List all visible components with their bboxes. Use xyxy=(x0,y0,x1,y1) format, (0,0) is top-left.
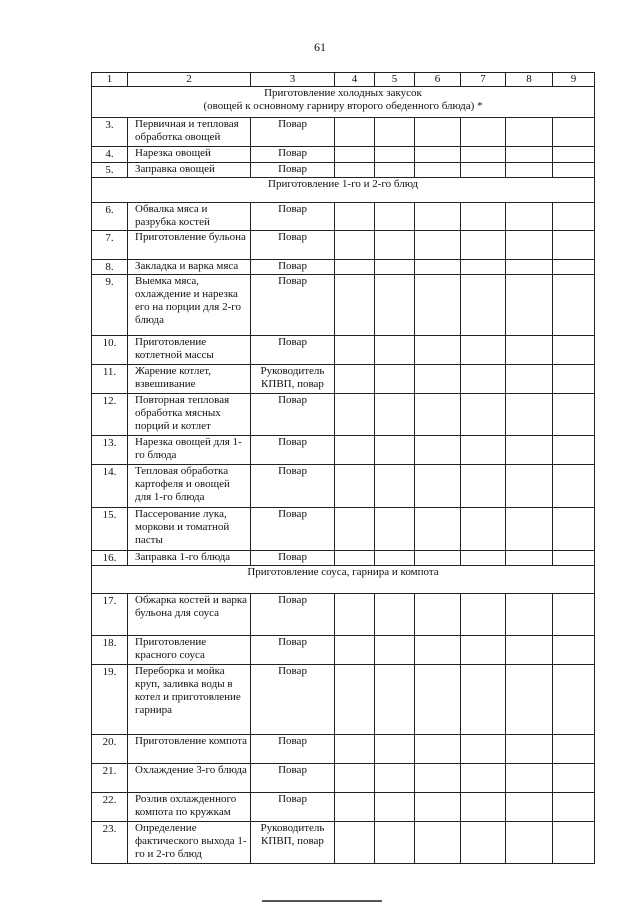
empty-cell-col-4 xyxy=(335,394,375,436)
table-row xyxy=(92,764,595,793)
empty-cell-col-5 xyxy=(375,163,415,178)
empty-cell-col-6 xyxy=(415,231,461,260)
empty-cell-col-6 xyxy=(415,203,461,231)
empty-cell-col-9 xyxy=(553,275,595,336)
empty-cell-col-5 xyxy=(375,822,415,864)
empty-cell-col-8 xyxy=(506,203,553,231)
empty-cell-col-5 xyxy=(375,203,415,231)
empty-cell-col-8 xyxy=(506,636,553,665)
empty-cell-col-9 xyxy=(553,203,595,231)
empty-cell-col-9 xyxy=(553,336,595,365)
performer: Повар xyxy=(251,231,335,260)
empty-cell-col-6 xyxy=(415,636,461,665)
empty-cell-col-8 xyxy=(506,508,553,551)
performer: Повар xyxy=(251,436,335,465)
empty-cell-col-8 xyxy=(506,365,553,394)
empty-cell-col-5 xyxy=(375,665,415,735)
empty-cell-col-6 xyxy=(415,822,461,864)
row-number: 20. xyxy=(92,735,128,764)
table-row xyxy=(92,163,595,178)
operation-name: Охлаждение 3-го блюда xyxy=(128,764,251,793)
table-row xyxy=(92,793,595,822)
operation-name: Приготовление котлетной массы xyxy=(128,336,251,365)
empty-cell-col-8 xyxy=(506,764,553,793)
empty-cell-col-5 xyxy=(375,551,415,566)
row-number: 22. xyxy=(92,793,128,822)
column-header: 5 xyxy=(375,73,415,87)
operation-name: Розлив охлажденного компота по кружкам xyxy=(128,793,251,822)
table-row xyxy=(92,594,595,636)
empty-cell-col-5 xyxy=(375,594,415,636)
empty-cell-col-8 xyxy=(506,465,553,508)
table-row xyxy=(92,118,595,147)
operation-name: Выемка мяса, охлаждение и нарезка его на порции для 2-го блюда xyxy=(128,275,251,336)
empty-cell-col-7 xyxy=(461,551,506,566)
empty-cell-col-7 xyxy=(461,147,506,163)
scan-edge-mark xyxy=(262,900,382,902)
empty-cell-col-9 xyxy=(553,508,595,551)
empty-cell-col-4 xyxy=(335,147,375,163)
empty-cell-col-7 xyxy=(461,508,506,551)
empty-cell-col-7 xyxy=(461,118,506,147)
empty-cell-col-4 xyxy=(335,163,375,178)
empty-cell-col-5 xyxy=(375,394,415,436)
row-number: 10. xyxy=(92,336,128,365)
empty-cell-col-8 xyxy=(506,118,553,147)
table-row xyxy=(92,636,595,665)
empty-cell-col-7 xyxy=(461,394,506,436)
operation-name: Жарение котлет, взвешивание xyxy=(128,365,251,394)
empty-cell-col-7 xyxy=(461,764,506,793)
performer: Повар xyxy=(251,465,335,508)
empty-cell-col-4 xyxy=(335,822,375,864)
empty-cell-col-4 xyxy=(335,275,375,336)
table-row xyxy=(92,551,595,566)
empty-cell-col-6 xyxy=(415,594,461,636)
row-number: 4. xyxy=(92,147,128,163)
empty-cell-col-5 xyxy=(375,365,415,394)
empty-cell-col-9 xyxy=(553,551,595,566)
operation-name: Приготовление бульона xyxy=(128,231,251,260)
row-number: 9. xyxy=(92,275,128,336)
empty-cell-col-9 xyxy=(553,665,595,735)
operation-name: Приготовление компота xyxy=(128,735,251,764)
performer: Повар xyxy=(251,163,335,178)
empty-cell-col-6 xyxy=(415,163,461,178)
empty-cell-col-7 xyxy=(461,336,506,365)
row-number: 16. xyxy=(92,551,128,566)
empty-cell-col-4 xyxy=(335,735,375,764)
empty-cell-col-5 xyxy=(375,336,415,365)
table-row xyxy=(92,436,595,465)
table-row xyxy=(92,336,595,365)
empty-cell-col-5 xyxy=(375,275,415,336)
empty-cell-col-8 xyxy=(506,147,553,163)
operation-name: Определение фактического выхода 1-го и 2-го блюд xyxy=(128,822,251,864)
empty-cell-col-6 xyxy=(415,365,461,394)
table-row xyxy=(92,735,595,764)
operation-name: Тепловая обработка картофеля и овощей для 1-го блюда xyxy=(128,465,251,508)
section-row xyxy=(92,178,595,203)
empty-cell-col-9 xyxy=(553,594,595,636)
empty-cell-col-9 xyxy=(553,394,595,436)
empty-cell-col-4 xyxy=(335,260,375,275)
section-row xyxy=(92,87,595,118)
operation-name: Заправка 1-го блюда xyxy=(128,551,251,566)
empty-cell-col-8 xyxy=(506,163,553,178)
performer: Руководитель КПВП, повар xyxy=(251,822,335,864)
row-number: 7. xyxy=(92,231,128,260)
empty-cell-col-7 xyxy=(461,365,506,394)
table-row xyxy=(92,822,595,864)
row-number: 8. xyxy=(92,260,128,275)
operation-name: Заправка овощей xyxy=(128,163,251,178)
row-number: 15. xyxy=(92,508,128,551)
section-title-line: Приготовление холодных закусок xyxy=(264,87,422,99)
row-number: 12. xyxy=(92,394,128,436)
empty-cell-col-5 xyxy=(375,735,415,764)
row-number: 6. xyxy=(92,203,128,231)
operation-name: Первичная и тепловая обработка овощей xyxy=(128,118,251,147)
empty-cell-col-6 xyxy=(415,118,461,147)
empty-cell-col-9 xyxy=(553,163,595,178)
empty-cell-col-7 xyxy=(461,594,506,636)
performer: Повар xyxy=(251,508,335,551)
performer: Повар xyxy=(251,260,335,275)
empty-cell-col-7 xyxy=(461,436,506,465)
section-title xyxy=(92,566,595,594)
empty-cell-col-8 xyxy=(506,822,553,864)
empty-cell-col-6 xyxy=(415,436,461,465)
empty-cell-col-8 xyxy=(506,665,553,735)
column-header: 1 xyxy=(92,73,128,87)
performer: Повар xyxy=(251,764,335,793)
column-header: 6 xyxy=(415,73,461,87)
empty-cell-col-7 xyxy=(461,231,506,260)
empty-cell-col-8 xyxy=(506,275,553,336)
performer: Повар xyxy=(251,793,335,822)
empty-cell-col-6 xyxy=(415,665,461,735)
performer: Повар xyxy=(251,551,335,566)
empty-cell-col-4 xyxy=(335,465,375,508)
empty-cell-col-9 xyxy=(553,764,595,793)
empty-cell-col-6 xyxy=(415,764,461,793)
empty-cell-col-4 xyxy=(335,231,375,260)
column-header: 9 xyxy=(553,73,595,87)
empty-cell-col-4 xyxy=(335,203,375,231)
empty-cell-col-9 xyxy=(553,260,595,275)
performer: Руководитель КПВП, повар xyxy=(251,365,335,394)
column-header: 4 xyxy=(335,73,375,87)
empty-cell-col-5 xyxy=(375,764,415,793)
empty-cell-col-9 xyxy=(553,231,595,260)
performer: Повар xyxy=(251,636,335,665)
section-title-line: Приготовление соуса, гарнира и компота xyxy=(247,566,439,578)
empty-cell-col-5 xyxy=(375,793,415,822)
empty-cell-col-4 xyxy=(335,118,375,147)
empty-cell-col-8 xyxy=(506,336,553,365)
column-header: 8 xyxy=(506,73,553,87)
empty-cell-col-6 xyxy=(415,275,461,336)
empty-cell-col-7 xyxy=(461,636,506,665)
empty-cell-col-5 xyxy=(375,436,415,465)
empty-cell-col-8 xyxy=(506,436,553,465)
empty-cell-col-7 xyxy=(461,665,506,735)
operation-name: Нарезка овощей для 1-го блюда xyxy=(128,436,251,465)
operation-name: Приготовление красного соуса xyxy=(128,636,251,665)
empty-cell-col-4 xyxy=(335,436,375,465)
performer: Повар xyxy=(251,336,335,365)
empty-cell-col-8 xyxy=(506,735,553,764)
column-header: 7 xyxy=(461,73,506,87)
row-number: 19. xyxy=(92,665,128,735)
table-row xyxy=(92,203,595,231)
row-number: 11. xyxy=(92,365,128,394)
empty-cell-col-6 xyxy=(415,260,461,275)
empty-cell-col-6 xyxy=(415,508,461,551)
empty-cell-col-4 xyxy=(335,594,375,636)
header-row xyxy=(92,73,595,87)
empty-cell-col-8 xyxy=(506,793,553,822)
performer: Повар xyxy=(251,147,335,163)
empty-cell-col-9 xyxy=(553,793,595,822)
empty-cell-col-5 xyxy=(375,260,415,275)
operation-name: Нарезка овощей xyxy=(128,147,251,163)
empty-cell-col-6 xyxy=(415,551,461,566)
empty-cell-col-7 xyxy=(461,275,506,336)
empty-cell-col-7 xyxy=(461,793,506,822)
performer: Повар xyxy=(251,118,335,147)
table-row xyxy=(92,394,595,436)
empty-cell-col-6 xyxy=(415,465,461,508)
empty-cell-col-7 xyxy=(461,203,506,231)
row-number: 14. xyxy=(92,465,128,508)
operation-name: Обвалка мяса и разрубка костей xyxy=(128,203,251,231)
empty-cell-col-9 xyxy=(553,365,595,394)
row-number: 21. xyxy=(92,764,128,793)
empty-cell-col-8 xyxy=(506,551,553,566)
row-number: 23. xyxy=(92,822,128,864)
column-header: 2 xyxy=(128,73,251,87)
empty-cell-col-5 xyxy=(375,231,415,260)
empty-cell-col-9 xyxy=(553,436,595,465)
empty-cell-col-9 xyxy=(553,147,595,163)
section-title-line: (овощей к основному гарниру второго обеденного блюда) * xyxy=(203,100,483,112)
operation-name: Переборка и мойка круп, заливка воды в котел и приготовление гарнира xyxy=(128,665,251,735)
empty-cell-col-8 xyxy=(506,594,553,636)
empty-cell-col-6 xyxy=(415,394,461,436)
empty-cell-col-7 xyxy=(461,822,506,864)
row-number: 17. xyxy=(92,594,128,636)
empty-cell-col-6 xyxy=(415,793,461,822)
table-row xyxy=(92,231,595,260)
empty-cell-col-4 xyxy=(335,764,375,793)
table-row xyxy=(92,465,595,508)
table-body xyxy=(92,73,595,864)
table-row xyxy=(92,147,595,163)
empty-cell-col-8 xyxy=(506,394,553,436)
empty-cell-col-4 xyxy=(335,508,375,551)
empty-cell-col-7 xyxy=(461,465,506,508)
empty-cell-col-9 xyxy=(553,636,595,665)
empty-cell-col-9 xyxy=(553,465,595,508)
empty-cell-col-4 xyxy=(335,793,375,822)
empty-cell-col-6 xyxy=(415,336,461,365)
operation-name: Повторная тепловая обработка мясных порций и котлет xyxy=(128,394,251,436)
empty-cell-col-9 xyxy=(553,118,595,147)
empty-cell-col-4 xyxy=(335,336,375,365)
row-number: 3. xyxy=(92,118,128,147)
table-row xyxy=(92,365,595,394)
empty-cell-col-8 xyxy=(506,260,553,275)
performer: Повар xyxy=(251,203,335,231)
empty-cell-col-4 xyxy=(335,365,375,394)
performer: Повар xyxy=(251,735,335,764)
row-number: 18. xyxy=(92,636,128,665)
row-number: 13. xyxy=(92,436,128,465)
empty-cell-col-7 xyxy=(461,260,506,275)
empty-cell-col-5 xyxy=(375,118,415,147)
table-row xyxy=(92,260,595,275)
column-header: 3 xyxy=(251,73,335,87)
empty-cell-col-7 xyxy=(461,735,506,764)
section-title xyxy=(92,178,595,203)
performer: Повар xyxy=(251,394,335,436)
section-title xyxy=(92,87,595,118)
empty-cell-col-7 xyxy=(461,163,506,178)
performer: Повар xyxy=(251,594,335,636)
empty-cell-col-8 xyxy=(506,231,553,260)
row-number: 5. xyxy=(92,163,128,178)
empty-cell-col-6 xyxy=(415,735,461,764)
page-number: 61 xyxy=(314,40,326,54)
table-row xyxy=(92,508,595,551)
operation-name: Пассерование лука, моркови и томатной пасты xyxy=(128,508,251,551)
empty-cell-col-5 xyxy=(375,147,415,163)
operation-name: Обжарка костей и варка бульона для соуса xyxy=(128,594,251,636)
operation-name: Закладка и варка мяса xyxy=(128,260,251,275)
empty-cell-col-5 xyxy=(375,636,415,665)
table-row xyxy=(92,275,595,336)
empty-cell-col-6 xyxy=(415,147,461,163)
table-row xyxy=(92,665,595,735)
empty-cell-col-5 xyxy=(375,465,415,508)
empty-cell-col-5 xyxy=(375,508,415,551)
performer: Повар xyxy=(251,275,335,336)
performer: Повар xyxy=(251,665,335,735)
empty-cell-col-4 xyxy=(335,551,375,566)
section-title-line: Приготовление 1-го и 2-го блюд xyxy=(268,178,418,190)
schedule-table xyxy=(91,72,595,864)
section-row xyxy=(92,566,595,594)
empty-cell-col-9 xyxy=(553,822,595,864)
empty-cell-col-9 xyxy=(553,735,595,764)
empty-cell-col-4 xyxy=(335,636,375,665)
empty-cell-col-4 xyxy=(335,665,375,735)
